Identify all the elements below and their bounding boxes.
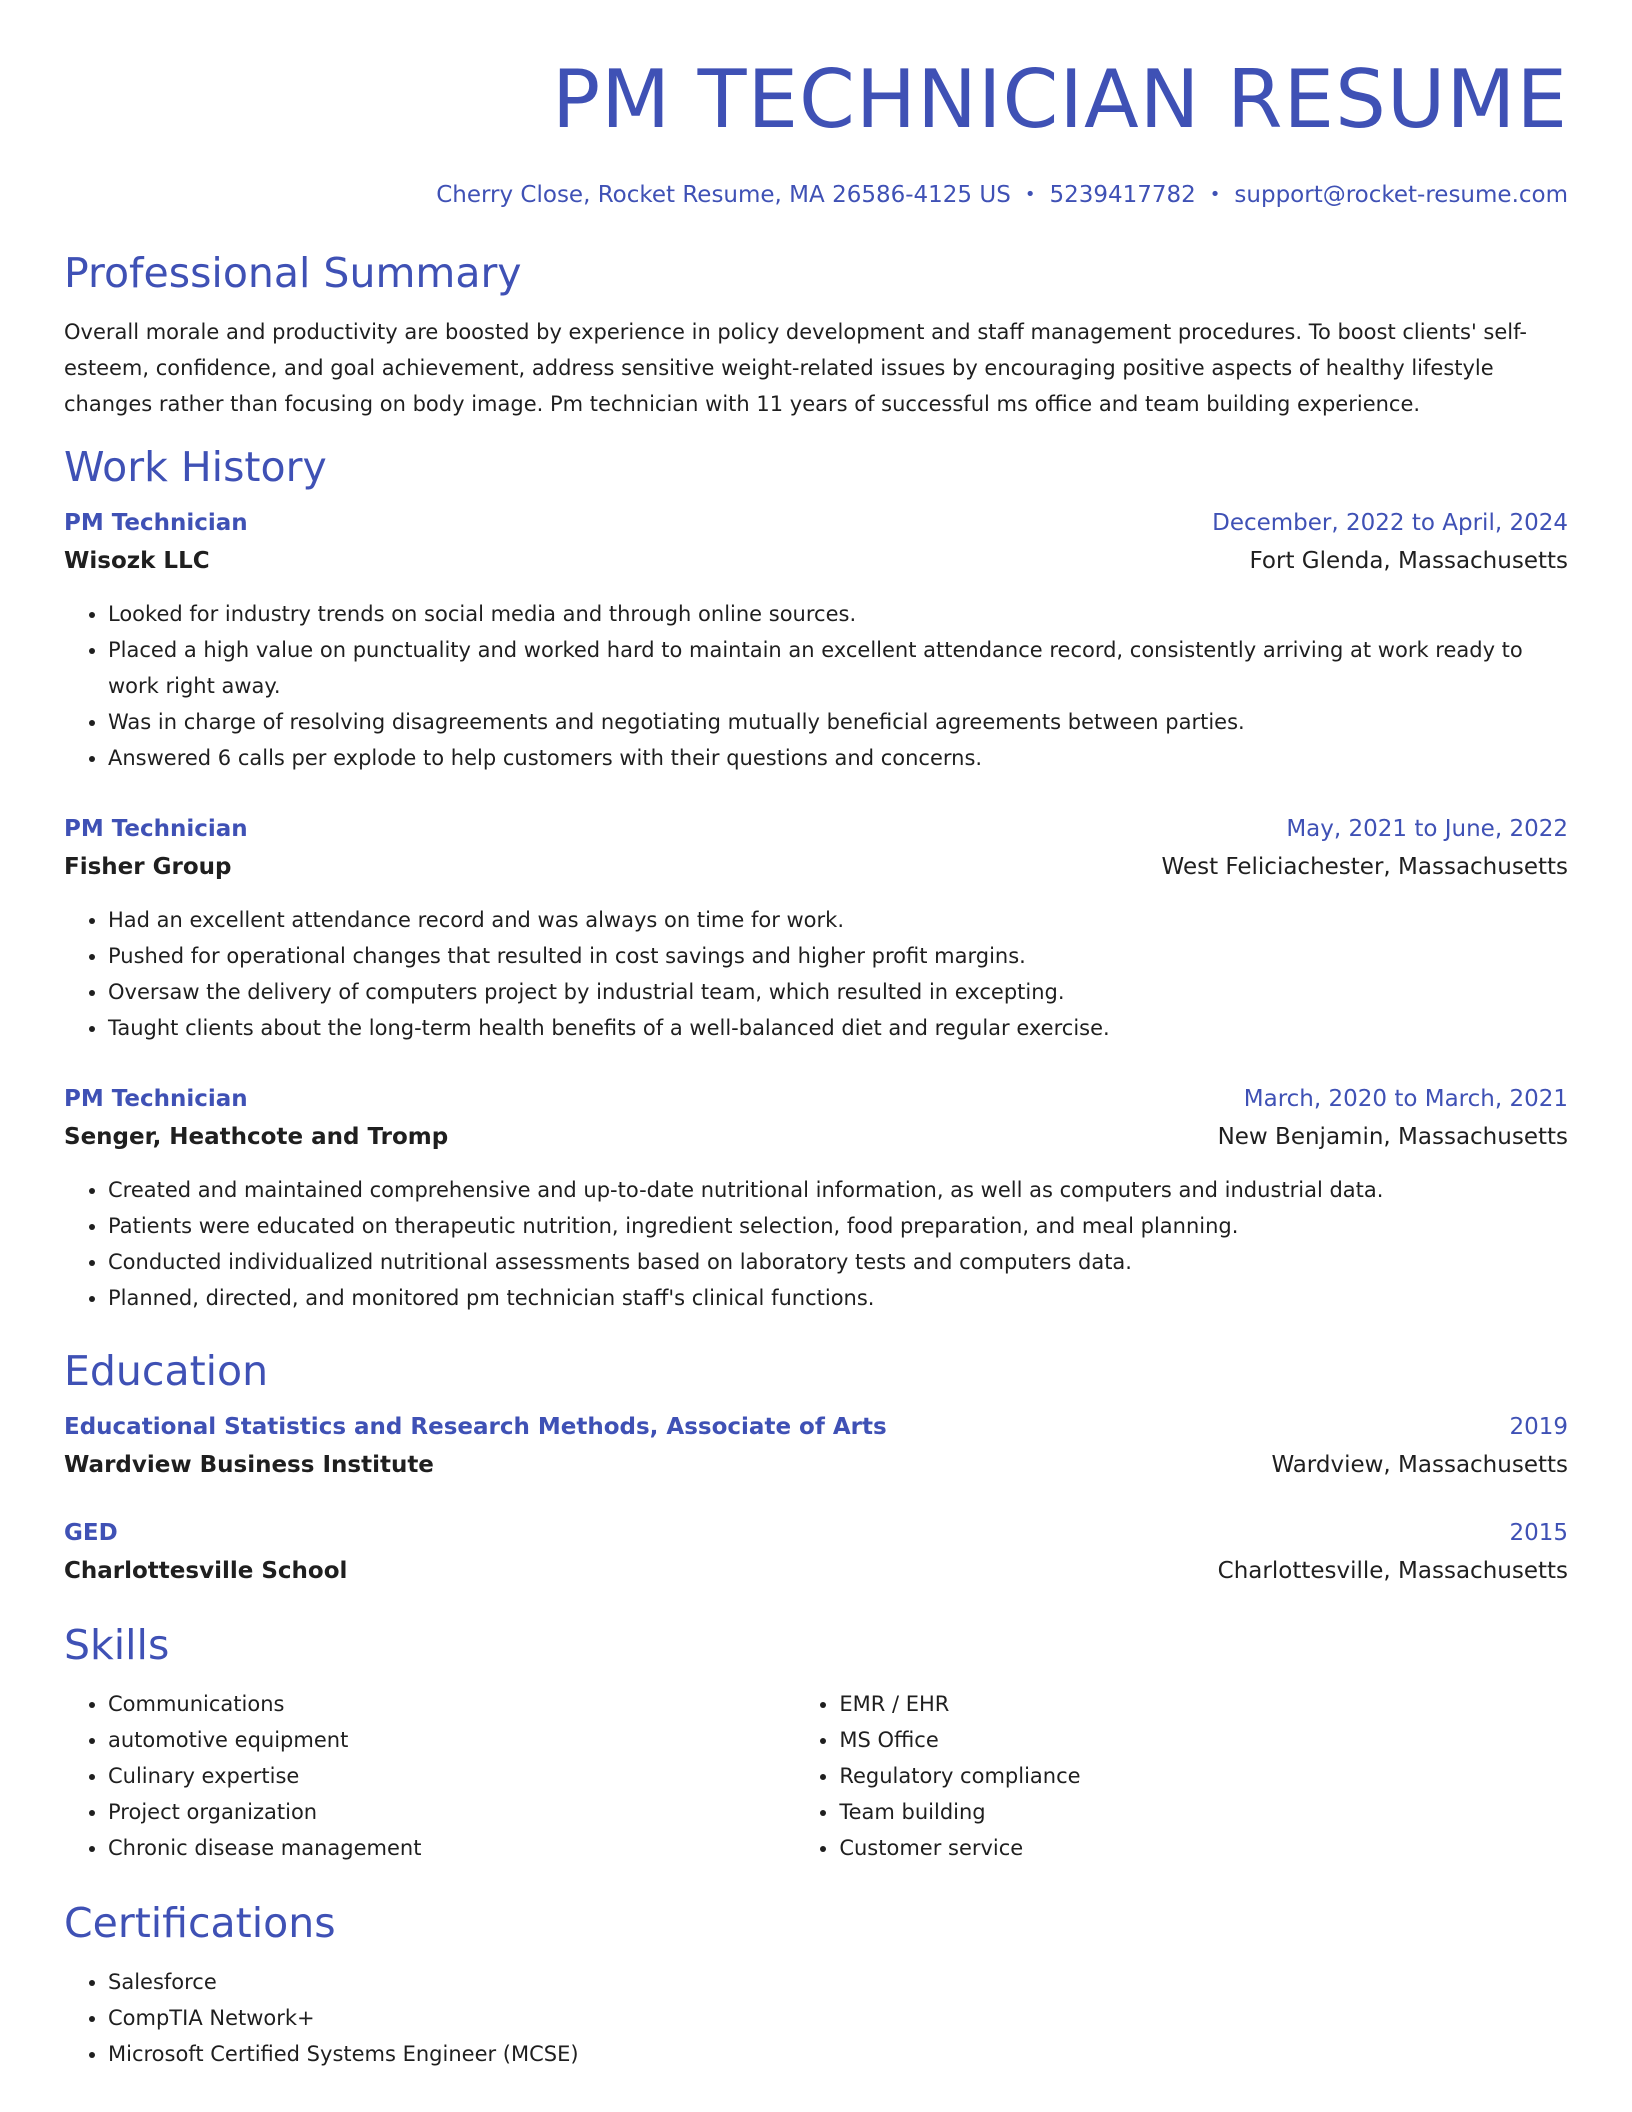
skill-item: • MS Office xyxy=(839,1722,1568,1758)
job-header-row xyxy=(64,1080,1568,1118)
certification-item: • CompTIA Network+ xyxy=(108,2000,1568,2036)
job-location: Fort Glenda, Massachusetts xyxy=(1249,548,1568,574)
job-bullet: • Looked for industry trends on social media and through online sources. xyxy=(108,596,1568,632)
job-company-row xyxy=(64,1118,1568,1156)
education-header-row xyxy=(64,1408,1568,1446)
skill-item: • automotive equipment xyxy=(108,1722,795,1758)
contact-phone: 5239417782 xyxy=(1049,182,1196,208)
education-location: Wardview, Massachusetts xyxy=(1271,1452,1568,1478)
education-degree: Educational Statistics and Research Methods, Associate of Arts xyxy=(64,1414,887,1440)
resume-title: PM TECHNICIAN RESUME xyxy=(551,53,1568,146)
education-school: Wardview Business Institute xyxy=(64,1452,434,1478)
education-section xyxy=(64,1346,1568,1590)
job-entry xyxy=(64,810,1568,1046)
job-company-row xyxy=(64,848,1568,886)
skill-item: • Culinary expertise xyxy=(108,1758,795,1794)
education-entry xyxy=(64,1514,1568,1590)
work-history-heading: Work History xyxy=(64,443,327,491)
job-company: Wisozk LLC xyxy=(64,548,210,574)
job-bullets xyxy=(64,902,1568,1046)
job-company: Fisher Group xyxy=(64,854,232,880)
job-role: PM Technician xyxy=(64,510,248,536)
job-bullet: • Created and maintained comprehensive and up-to-date nutritional information, as well as computers and industrial data. xyxy=(108,1172,1568,1208)
summary-text: Overall morale and productivity are boosted by experience in policy development and staff management procedures. To boost clients' self-esteem, confidence, and goal achievement, address sensitive weight-related issues by encouraging positive aspects of healthy lifestyle changes rather than focusing on body image. Pm technician with 11 years of successful ms office and team building experience. xyxy=(64,320,1527,416)
job-dates: December, 2022 to April, 2024 xyxy=(1212,510,1568,536)
job-bullet: • Taught clients about the long-term health benefits of a well-balanced diet and regular exercise. xyxy=(108,1010,1568,1046)
skill-item: • Project organization xyxy=(108,1794,795,1830)
certification-item: • Salesforce xyxy=(108,1964,1568,2000)
job-entry xyxy=(64,1080,1568,1316)
skill-item: • EMR / EHR xyxy=(839,1686,1568,1722)
skills-heading: Skills xyxy=(64,1621,170,1669)
summary-heading: Professional Summary xyxy=(64,249,522,297)
contact-separator: • xyxy=(1024,184,1036,205)
job-dates: May, 2021 to June, 2022 xyxy=(1286,816,1568,842)
resume-page xyxy=(64,0,1568,2072)
education-degree: GED xyxy=(64,1520,118,1546)
education-year: 2015 xyxy=(1509,1520,1568,1546)
job-location: West Feliciachester, Massachusetts xyxy=(1161,854,1568,880)
certifications-heading: Certifications xyxy=(64,1899,336,1947)
job-entry xyxy=(64,504,1568,776)
job-header-row xyxy=(64,504,1568,542)
education-entry xyxy=(64,1408,1568,1484)
skill-item: • Chronic disease management xyxy=(108,1830,795,1866)
education-school: Charlottesville School xyxy=(64,1558,348,1584)
job-company: Senger, Heathcote and Tromp xyxy=(64,1124,449,1150)
skill-item: • Customer service xyxy=(839,1830,1568,1866)
job-bullet: • Placed a high value on punctuality and worked hard to maintain an excellent attendance record, consistently arriving at work ready to work right away. xyxy=(108,632,1568,704)
skills-list-right xyxy=(795,1686,1568,1866)
education-header-row xyxy=(64,1514,1568,1552)
resume-header xyxy=(64,0,1568,210)
education-year: 2019 xyxy=(1509,1414,1568,1440)
skills-list-left xyxy=(64,1686,795,1866)
education-heading: Education xyxy=(64,1347,269,1395)
contact-line xyxy=(64,180,1568,210)
job-bullet: • Patients were educated on therapeutic nutrition, ingredient selection, food preparation, and meal planning. xyxy=(108,1208,1568,1244)
job-role: PM Technician xyxy=(64,816,248,842)
skills-columns xyxy=(64,1686,1568,1866)
contact-email: support@rocket-resume.com xyxy=(1234,182,1568,208)
job-header-row xyxy=(64,810,1568,848)
job-bullets xyxy=(64,1172,1568,1316)
certifications-list xyxy=(64,1964,1568,2072)
job-dates: March, 2020 to March, 2021 xyxy=(1243,1086,1568,1112)
job-company-row xyxy=(64,542,1568,580)
skill-item: • Communications xyxy=(108,1686,795,1722)
contact-separator: • xyxy=(1209,184,1221,205)
job-role: PM Technician xyxy=(64,1086,248,1112)
skill-item: • Team building xyxy=(839,1794,1568,1830)
job-location: New Benjamin, Massachusetts xyxy=(1217,1124,1568,1150)
job-bullet: • Was in charge of resolving disagreements and negotiating mutually beneficial agreements between parties. xyxy=(108,704,1568,740)
job-bullet: • Planned, directed, and monitored pm technician staff's clinical functions. xyxy=(108,1280,1568,1316)
certifications-section xyxy=(64,1898,1568,2072)
skills-section xyxy=(64,1620,1568,1866)
education-school-row xyxy=(64,1552,1568,1590)
skill-item: • Regulatory compliance xyxy=(839,1758,1568,1794)
work-history-section xyxy=(64,442,1568,1316)
job-bullet: • Answered 6 calls per explode to help customers with their questions and concerns. xyxy=(108,740,1568,776)
education-location: Charlottesville, Massachusetts xyxy=(1217,1558,1568,1584)
job-bullet: • Oversaw the delivery of computers project by industrial team, which resulted in excepting. xyxy=(108,974,1568,1010)
certification-item: • Microsoft Certified Systems Engineer (MCSE) xyxy=(108,2036,1568,2072)
job-bullet: • Had an excellent attendance record and was always on time for work. xyxy=(108,902,1568,938)
job-bullets xyxy=(64,596,1568,776)
education-school-row xyxy=(64,1446,1568,1484)
job-bullet: • Conducted individualized nutritional assessments based on laboratory tests and computers data. xyxy=(108,1244,1568,1280)
summary-section xyxy=(64,248,1568,422)
contact-address: Cherry Close, Rocket Resume, MA 26586-4125 US xyxy=(436,182,1011,208)
job-bullet: • Pushed for operational changes that resulted in cost savings and higher profit margins. xyxy=(108,938,1568,974)
